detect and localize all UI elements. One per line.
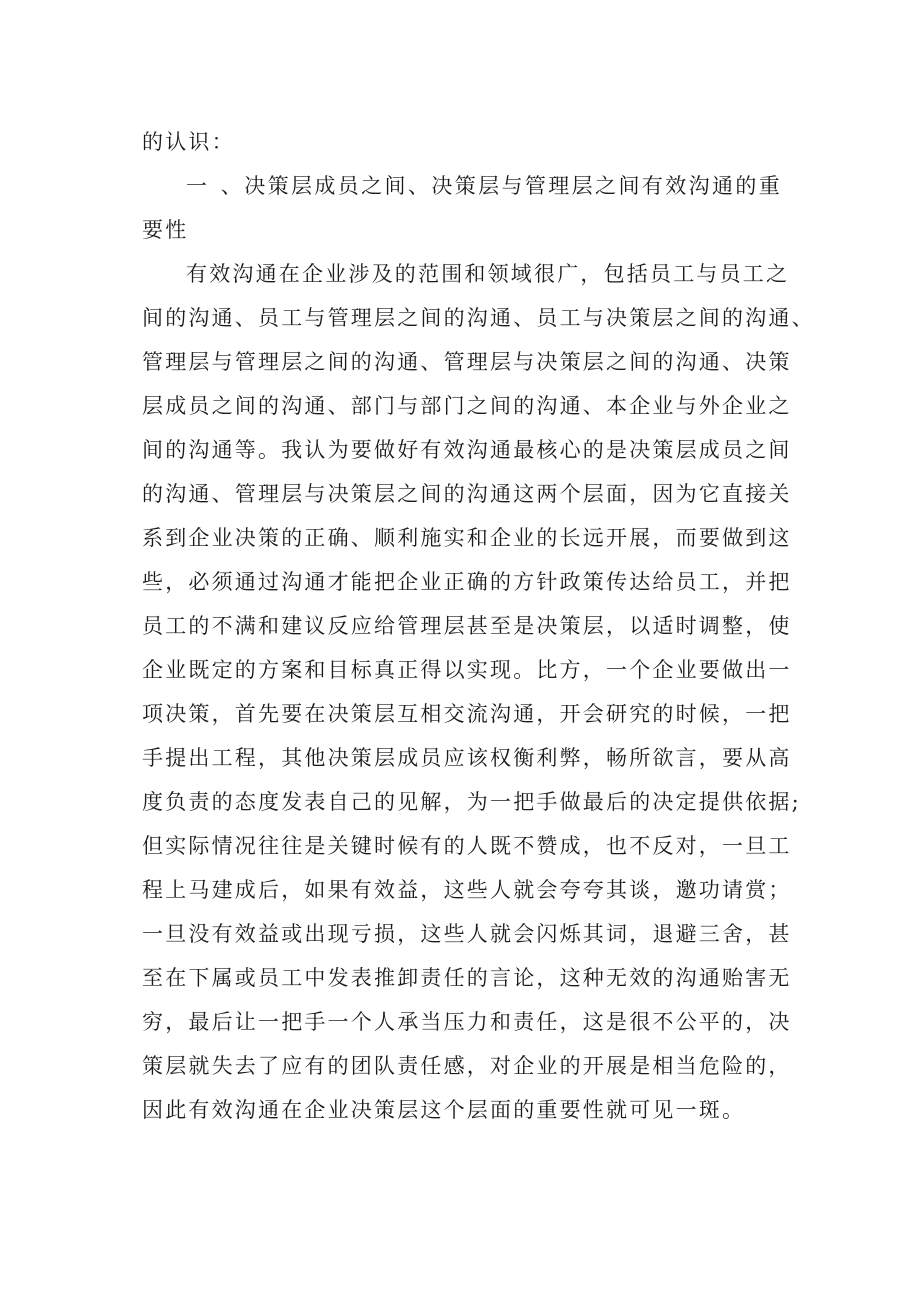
paragraph-line: 的沟通、管理层与决策层之间的沟通这两个层面，因为它直接关 <box>142 482 792 506</box>
paragraph-line: 策层就失去了应有的团队责任感，对企业的开展是相当危险的， <box>142 1054 792 1078</box>
paragraph-line: 因此有效沟通在企业决策层这个层面的重要性就可见一斑。 <box>142 1098 746 1122</box>
heading-number: 一、 <box>186 174 244 198</box>
paragraph-line: 间的沟通、员工与管理层之间的沟通、员工与决策层之间的沟通、 <box>142 306 815 330</box>
paragraph-line: 手提出工程，其他决策层成员应该权衡利弊，畅所欲言，要从高 <box>142 746 792 770</box>
heading-text-line-1: 决策层成员之间、决策层与管理层之间有效沟通的重 <box>244 174 782 198</box>
paragraph-line: 层成员之间的沟通、部门与部门之间的沟通、本企业与外企业之 <box>142 394 792 418</box>
paragraph-line: 至在下属或员工中发表推卸责任的言论，这种无效的沟通贻害无 <box>142 966 792 990</box>
heading-text-line-2: 要性 <box>142 218 189 242</box>
paragraph-line: 穷，最后让一把手一个人承当压力和责任，这是很不公平的，决 <box>142 1010 792 1034</box>
paragraph-line: 程上马建成后，如果有效益，这些人就会夸夸其谈，邀功请赏； <box>142 878 792 902</box>
paragraph-line: 间的沟通等。我认为要做好有效沟通最核心的是决策层成员之间 <box>142 438 792 462</box>
paragraph-line: 系到企业决策的正确、顺利施实和企业的长远开展，而要做到这 <box>142 526 792 550</box>
paragraph-line: 员工的不满和建议反应给管理层甚至是决策层，以适时调整，使 <box>142 614 792 638</box>
paragraph-line: 些，必须通过沟通才能把企业正确的方针政策传达给员工，并把 <box>142 570 792 594</box>
intro-line: 的认识： <box>142 130 235 154</box>
paragraph-line: 项决策，首先要在决策层互相交流沟通，开会研究的时候，一把 <box>142 702 792 726</box>
paragraph-line: 有效沟通在企业涉及的范围和领域很广，包括员工与员工之 <box>186 262 790 286</box>
paragraph-line: 但实际情况往往是关键时候有的人既不赞成，也不反对，一旦工 <box>142 834 792 858</box>
section-heading <box>142 164 782 208</box>
paragraph-line: 一旦没有效益或出现亏损，这些人就会闪烁其词，退避三舍，甚 <box>142 922 792 946</box>
body-text <box>142 120 815 1132</box>
paragraph-line: 企业既定的方案和目标真正得以实现。比方，一个企业要做出一 <box>142 658 792 682</box>
paragraph-line: 管理层与管理层之间的沟通、管理层与决策层之间的沟通、决策 <box>142 350 792 374</box>
paragraph-line: 度负责的态度发表自己的见解，为一把手做最后的决定提供依据; <box>142 790 801 814</box>
